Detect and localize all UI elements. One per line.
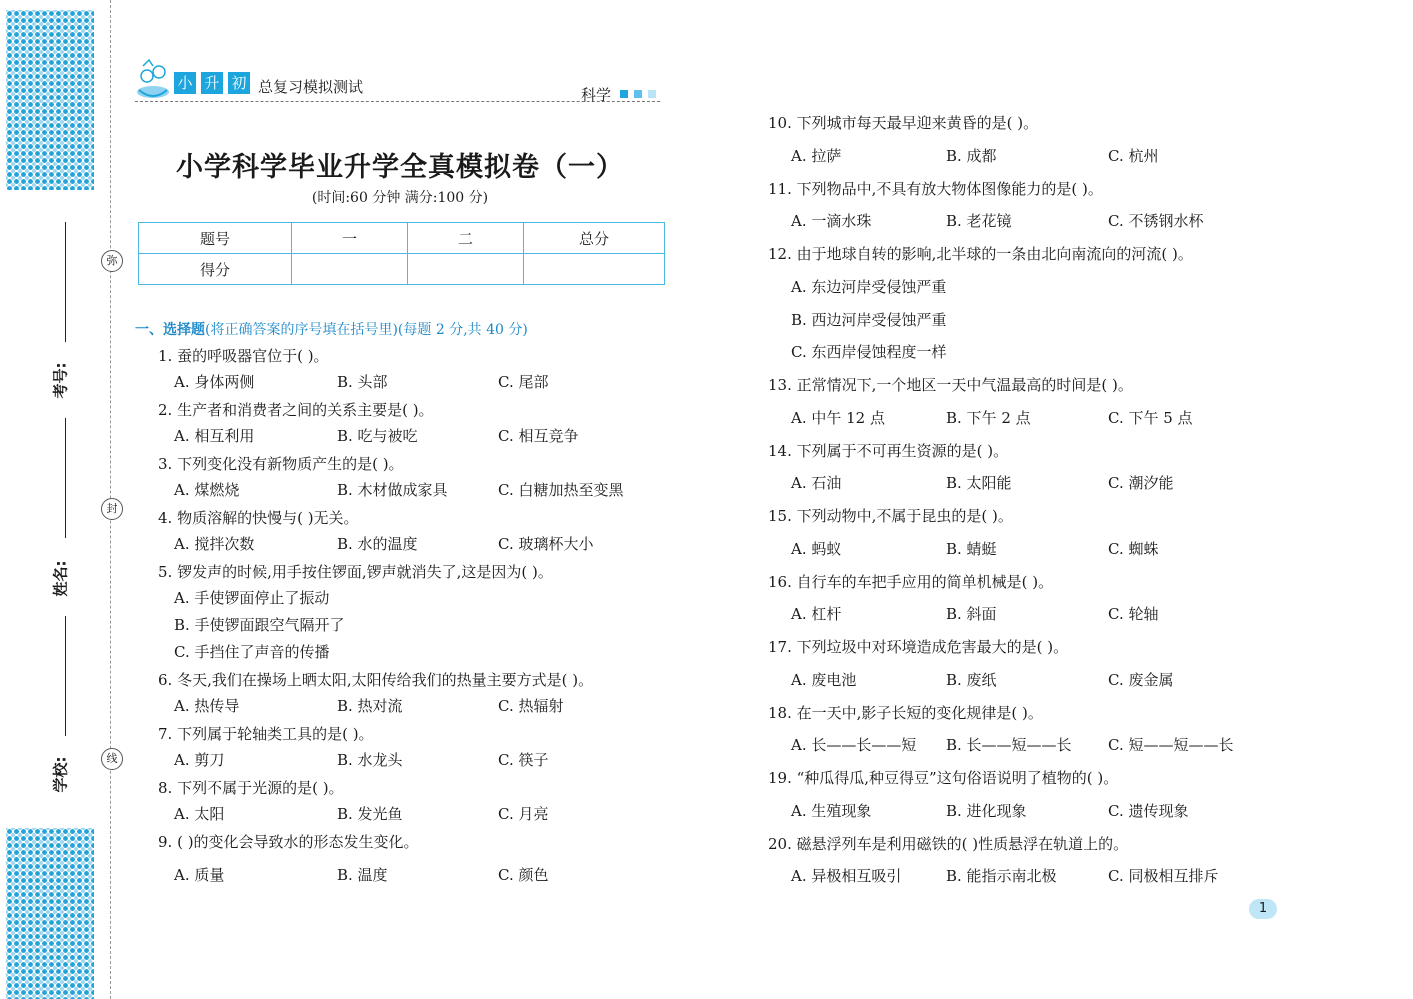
answer-option[interactable]: A. 生殖现象 <box>791 802 872 820</box>
brand-box: 初 <box>228 72 250 94</box>
square-icon <box>620 90 628 98</box>
answer-option[interactable]: A. 蚂蚁 <box>791 540 842 558</box>
answer-option[interactable]: B. 废纸 <box>946 671 997 689</box>
answer-option[interactable]: C. 玻璃杯大小 <box>498 535 594 553</box>
answer-option[interactable]: C. 杭州 <box>1108 147 1159 165</box>
name-label: 姓名: <box>51 560 70 597</box>
answer-option[interactable]: B. 能指示南北极 <box>946 867 1057 885</box>
section-note: (将正确答案的序号填在括号里)(每题 2 分,共 40 分) <box>205 322 528 338</box>
answer-option[interactable]: A. 杠杆 <box>791 605 842 623</box>
answer-option[interactable]: C. 同极相互排斥 <box>1108 867 1219 885</box>
time-info: (时间:60 分钟 满分:100 分) <box>311 190 489 206</box>
header-subtitle: 总复习模拟测试 <box>258 78 364 96</box>
answer-option[interactable]: B. 温度 <box>337 866 388 884</box>
question-text: 4. 物质溶解的快慢与( )无关。 <box>158 509 359 527</box>
name-line <box>65 418 66 538</box>
answer-option[interactable]: A. 太阳 <box>174 805 225 823</box>
answer-option[interactable]: B. 长——短——长 <box>946 736 1072 754</box>
exam-number-label: 考号: <box>51 362 70 399</box>
seal-mark: 线 <box>101 748 123 770</box>
answer-option[interactable]: B. 下午 2 点 <box>946 409 1031 427</box>
answer-option[interactable]: B. 西边河岸受侵蚀严重 <box>791 311 947 329</box>
answer-option[interactable]: B. 进化现象 <box>946 802 1027 820</box>
answer-option[interactable]: A. 剪刀 <box>174 751 225 769</box>
answer-option[interactable]: A. 手使锣面停止了振动 <box>174 589 330 607</box>
answer-option[interactable]: A. 质量 <box>174 866 225 884</box>
score-row-label: 得分 <box>139 254 292 285</box>
answer-option[interactable]: A. 废电池 <box>791 671 857 689</box>
square-icon <box>648 90 656 98</box>
question-text: 10. 下列城市每天最早迎来黄昏的是( )。 <box>768 114 1039 132</box>
question-text: 2. 生产者和消费者之间的关系主要是( )。 <box>158 401 434 419</box>
answer-option[interactable]: C. 月亮 <box>498 805 549 823</box>
question-text: 14. 下列属于不可再生资源的是( )。 <box>768 442 1009 460</box>
question-text: 13. 正常情况下,一个地区一天中气温最高的时间是( )。 <box>768 376 1133 394</box>
score-cell[interactable] <box>408 254 524 285</box>
answer-option[interactable]: A. 东边河岸受侵蚀严重 <box>791 278 947 296</box>
answer-option[interactable]: A. 搅拌次数 <box>174 535 255 553</box>
brand-box: 升 <box>201 72 223 94</box>
answer-option[interactable]: C. 相互竞争 <box>498 427 579 445</box>
answer-option[interactable]: A. 中午 12 点 <box>791 409 885 427</box>
brand-box: 小 <box>174 72 196 94</box>
question-text: 17. 下列垃圾中对环境造成危害最大的是( )。 <box>768 638 1069 656</box>
answer-option[interactable]: C. 手挡住了声音的传播 <box>174 643 330 661</box>
question-text: 15. 下列动物中,不属于昆虫的是( )。 <box>768 507 1013 525</box>
question-text: 19. “种瓜得瓜,种豆得豆”这句俗语说明了植物的( )。 <box>768 769 1119 787</box>
answer-option[interactable]: B. 斜面 <box>946 605 997 623</box>
score-cell[interactable] <box>524 254 665 285</box>
score-table <box>138 222 665 285</box>
section-heading <box>135 319 528 339</box>
answer-option[interactable]: A. 煤燃烧 <box>174 481 240 499</box>
answer-option[interactable]: C. 潮汐能 <box>1108 474 1174 492</box>
question-text: 6. 冬天,我们在操场上晒太阳,太阳传给我们的热量主要方式是( )。 <box>158 671 594 689</box>
answer-option[interactable]: B. 头部 <box>337 373 388 391</box>
table-header-cell: 题号 <box>139 223 292 254</box>
mascot-logo-icon <box>133 58 173 102</box>
question-text: 11. 下列物品中,不具有放大物体图像能力的是( )。 <box>768 180 1103 198</box>
section-title: 一、选择题 <box>135 322 205 338</box>
question-text: 16. 自行车的车把手应用的简单机械是( )。 <box>768 573 1054 591</box>
answer-option[interactable]: C. 尾部 <box>498 373 549 391</box>
answer-option[interactable]: A. 拉萨 <box>791 147 842 165</box>
answer-option[interactable]: C. 轮轴 <box>1108 605 1159 623</box>
answer-option[interactable]: B. 太阳能 <box>946 474 1012 492</box>
table-header-cell: 一 <box>292 223 408 254</box>
answer-option[interactable]: C. 不锈钢水杯 <box>1108 212 1204 230</box>
answer-option[interactable]: C. 遗传现象 <box>1108 802 1189 820</box>
seal-mark: 封 <box>101 498 123 520</box>
answer-option[interactable]: B. 手使锣面跟空气隔开了 <box>174 616 345 634</box>
question-text: 1. 蚕的呼吸器官位于( )。 <box>158 347 329 365</box>
square-icon <box>634 90 642 98</box>
answer-option[interactable]: B. 水龙头 <box>337 751 403 769</box>
answer-option[interactable]: C. 蜘蛛 <box>1108 540 1159 558</box>
answer-option[interactable]: B. 老花镜 <box>946 212 1012 230</box>
table-header-cell: 总分 <box>524 223 665 254</box>
answer-option[interactable]: A. 石油 <box>791 474 842 492</box>
answer-option[interactable]: C. 热辐射 <box>498 697 564 715</box>
question-text: 18. 在一天中,影子长短的变化规律是( )。 <box>768 704 1043 722</box>
answer-option[interactable]: C. 短——短——长 <box>1108 736 1234 754</box>
answer-option[interactable]: A. 一滴水珠 <box>791 212 872 230</box>
answer-option[interactable]: B. 发光鱼 <box>337 805 403 823</box>
answer-option[interactable]: B. 吃与被吃 <box>337 427 418 445</box>
score-cell[interactable] <box>292 254 408 285</box>
question-text: 7. 下列属于轮轴类工具的是( )。 <box>158 725 374 743</box>
answer-option[interactable]: C. 下午 5 点 <box>1108 409 1193 427</box>
exam-number-line <box>65 222 66 342</box>
question-text: 3. 下列变化没有新物质产生的是( )。 <box>158 455 404 473</box>
seal-mark: 弥 <box>101 250 123 272</box>
answer-option[interactable]: B. 成都 <box>946 147 997 165</box>
answer-option[interactable]: A. 热传导 <box>174 697 240 715</box>
answer-option[interactable]: B. 木材做成家具 <box>337 481 448 499</box>
answer-option[interactable]: A. 异极相互吸引 <box>791 867 902 885</box>
answer-option[interactable]: A. 相互利用 <box>174 427 255 445</box>
question-text: 5. 锣发声的时候,用手按住锣面,锣声就消失了,这是因为( )。 <box>158 563 553 581</box>
table-header-cell: 二 <box>408 223 524 254</box>
subject-label: 科学 <box>581 86 612 104</box>
answer-option[interactable]: C. 废金属 <box>1108 671 1174 689</box>
question-text: 12. 由于地球自转的影响,北半球的一条由北向南流向的河流( )。 <box>768 245 1193 263</box>
answer-option[interactable]: C. 东西岸侵蚀程度一样 <box>791 343 947 361</box>
question-text: 9. ( )的变化会导致水的形态发生变化。 <box>158 833 419 851</box>
decorative-pattern-top <box>6 10 94 190</box>
answer-option[interactable]: B. 热对流 <box>337 697 403 715</box>
page-title: 小学科学毕业升学全真模拟卷（一） <box>176 152 624 183</box>
answer-option[interactable]: B. 水的温度 <box>337 535 418 553</box>
question-text: 20. 磁悬浮列车是利用磁铁的( )性质悬浮在轨道上的。 <box>768 835 1129 853</box>
question-text: 8. 下列不属于光源的是( )。 <box>158 779 344 797</box>
page-number: 1 <box>1249 899 1277 919</box>
school-label: 学校: <box>51 756 70 793</box>
answer-option[interactable]: C. 白糖加热至变黑 <box>498 481 624 499</box>
answer-option[interactable]: A. 长——长——短 <box>791 736 917 754</box>
answer-option[interactable]: C. 筷子 <box>498 751 549 769</box>
decorative-pattern-bottom <box>6 828 94 999</box>
answer-option[interactable]: B. 蜻蜓 <box>946 540 997 558</box>
school-line <box>65 616 66 736</box>
answer-option[interactable]: A. 身体两侧 <box>174 373 255 391</box>
answer-option[interactable]: C. 颜色 <box>498 866 549 884</box>
